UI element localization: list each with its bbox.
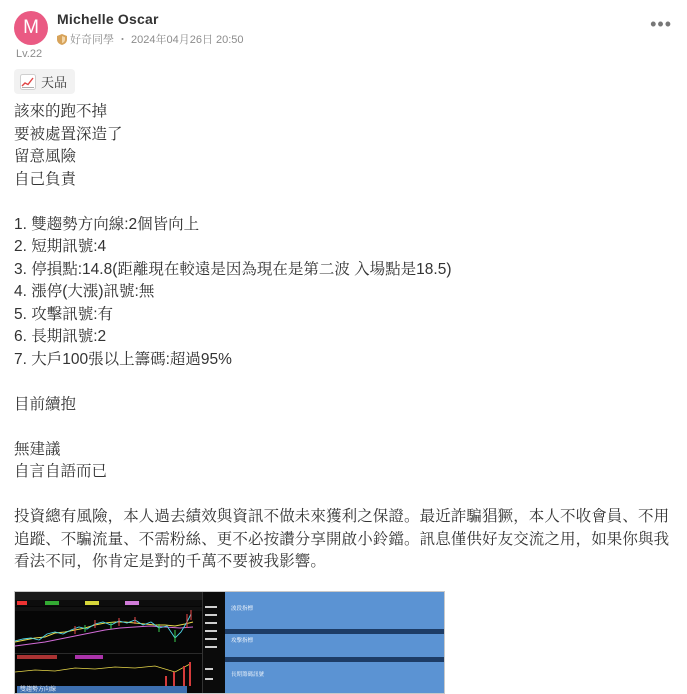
intro-line: 自己負責 bbox=[14, 170, 77, 188]
chart-image-drawing bbox=[15, 592, 202, 694]
disclaimer-paragraph: 投資總有風險，本人過去績效與資訊不做未來獲利之保證。最近詐騙猖獗，本人不收會員、不用追蹤、不騙流量、不需粉絲、更不必按讚分享開啟小鈴鐺。訊息僅供好友交流之用，如果你與我看法不同，你肯定是對的千萬不要被我影響。 bbox=[14, 508, 670, 570]
list-item: 3. 停損點:14.8(距離現在較遠是因為現在是第二波 入場點是18.5) bbox=[14, 260, 452, 278]
closing-line: 無建議 bbox=[14, 440, 61, 458]
post-meta bbox=[57, 31, 244, 47]
indicator-label: 攻擊指標 bbox=[231, 638, 254, 644]
indicator-separator bbox=[225, 629, 445, 634]
more-horizontal-icon[interactable]: ••• bbox=[650, 14, 672, 34]
post-timestamp: 2024年04月26日 20:50 bbox=[131, 34, 244, 46]
attached-chart-image[interactable] bbox=[14, 591, 445, 694]
chart-image-price-scale bbox=[202, 592, 225, 694]
user-group[interactable]: 好奇同學 bbox=[70, 34, 114, 46]
list-item: 1. 雙趨勢方向線:2個皆向上 bbox=[14, 215, 200, 233]
post-body bbox=[14, 101, 679, 574]
chart-image-price-panel bbox=[15, 592, 202, 694]
list-item: 6. 長期訊號:2 bbox=[14, 328, 107, 345]
list-item: 7. 大戶100張以上籌碼:超過95% bbox=[14, 350, 232, 368]
list-item: 4. 漲停(大漲)訊號:無 bbox=[14, 283, 155, 300]
indicator-label: 長期籌碼訊號 bbox=[231, 672, 265, 678]
chart-image-indicator-panels bbox=[225, 592, 445, 694]
meta-separator: ・ bbox=[117, 34, 128, 46]
status-line: 目前續抱 bbox=[14, 395, 77, 413]
indicator-separator bbox=[225, 657, 445, 662]
stock-tag-label: 天品 bbox=[41, 75, 68, 90]
intro-line: 留意風險 bbox=[14, 148, 77, 165]
user-level: Lv.22 bbox=[16, 48, 43, 60]
shield-badge-icon bbox=[57, 34, 67, 45]
trend-chart-icon bbox=[20, 74, 36, 90]
avatar[interactable]: M bbox=[14, 11, 48, 45]
intro-line: 要被處置深造了 bbox=[14, 125, 123, 143]
list-item: 5. 攻擊訊號:有 bbox=[14, 305, 114, 323]
closing-line: 自言自語而已 bbox=[14, 463, 108, 480]
post-header bbox=[14, 9, 674, 61]
indicator-label: 波段指標 bbox=[231, 606, 254, 612]
stock-tag[interactable] bbox=[14, 69, 75, 94]
intro-line: 該來的跑不掉 bbox=[14, 103, 108, 120]
author-name[interactable]: Michelle Oscar bbox=[57, 11, 159, 27]
price-scale-drawing bbox=[203, 592, 226, 694]
list-item: 2. 短期訊號:4 bbox=[14, 238, 107, 255]
chart-image-caption: 雙趨勢方向線 bbox=[17, 686, 187, 694]
